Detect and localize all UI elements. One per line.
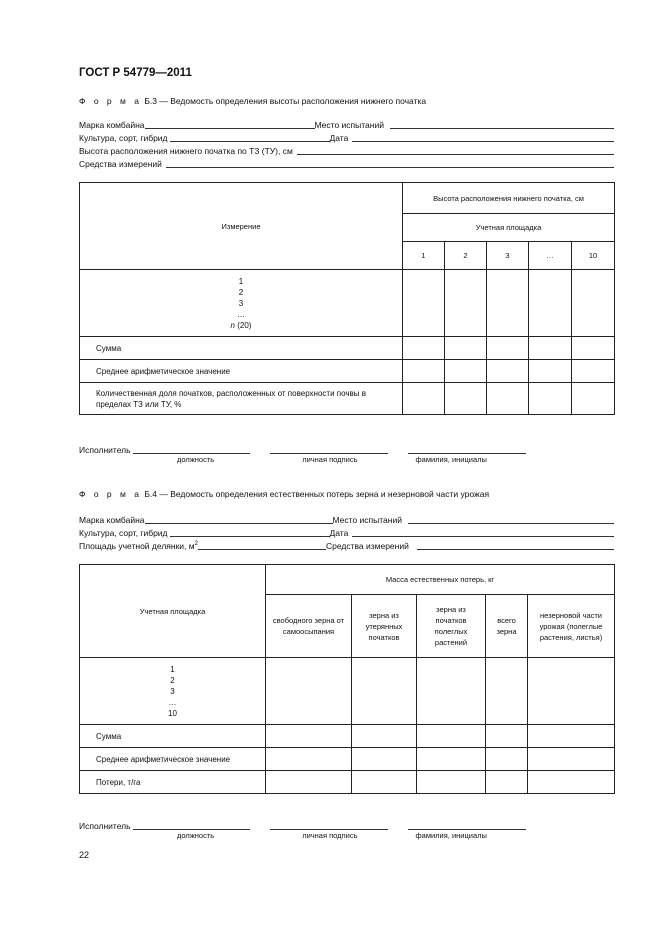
form-b4-signatures	[79, 819, 539, 841]
row-numbers-cell	[80, 270, 403, 337]
measuring-means-blank	[166, 158, 614, 168]
col-header: 3	[487, 242, 529, 270]
test-place-label: Место испытаний	[314, 120, 384, 130]
data-cell[interactable]	[445, 270, 487, 337]
name-blank	[408, 444, 526, 454]
col-header-non-grain: незерновой части урожая (полеглые растения, листья)	[528, 595, 615, 658]
data-cell[interactable]	[266, 771, 352, 794]
measuring-means-label: Средства измерений	[325, 541, 409, 551]
measurement-header: Измерение	[80, 183, 403, 270]
data-cell[interactable]	[266, 748, 352, 771]
data-cell[interactable]	[572, 360, 615, 383]
share-label: Количественная доля початков, расположенных от поверхности почвы в пределах ТЗ или ТУ, %	[80, 383, 403, 415]
date-blank	[352, 527, 614, 537]
data-cell[interactable]	[486, 725, 528, 748]
form-word: Ф о р м а	[79, 489, 142, 499]
losses-group-header: Масса естественных потерь, кг	[266, 565, 615, 595]
form-b3-line-culture	[79, 131, 614, 143]
form-b4-line-culture	[79, 526, 614, 538]
data-cell[interactable]	[486, 658, 528, 725]
plot-area-label	[79, 541, 198, 551]
data-cell[interactable]	[572, 383, 615, 415]
data-cell[interactable]	[445, 337, 487, 360]
combine-brand-blank	[145, 514, 333, 524]
row-number: 2	[238, 287, 244, 297]
col-header-lost-ears: зерна из утерянных початков	[352, 595, 417, 658]
col-header: 10	[572, 242, 615, 270]
data-cell[interactable]	[529, 337, 572, 360]
data-cell[interactable]	[266, 725, 352, 748]
name-caption: фамилия, инициалы	[415, 455, 487, 464]
height-group-header: Высота расположения нижнего початка, см	[403, 183, 615, 214]
row-number: …	[168, 697, 177, 707]
form-b3-line-means	[79, 157, 614, 169]
form-b4-line-combine	[79, 513, 614, 525]
row-number: 1	[170, 664, 175, 674]
data-cell[interactable]	[403, 270, 445, 337]
plot-header: Учетная площадка	[80, 565, 266, 658]
position-caption: должность	[177, 831, 215, 840]
row-number: …	[237, 309, 245, 319]
culture-blank	[170, 527, 330, 537]
signature-caption: личная подпись	[302, 831, 358, 840]
combine-brand-blank	[145, 119, 315, 129]
measuring-means-blank	[417, 540, 614, 550]
date-label: Дата	[329, 133, 349, 143]
row-number-last	[80, 320, 402, 331]
mean-label: Среднее арифметическое значение	[80, 748, 266, 771]
position-blank	[133, 444, 250, 454]
row-number: 2	[170, 675, 175, 685]
form-b3-line-combine	[79, 118, 614, 130]
data-cell[interactable]	[572, 270, 615, 337]
data-cell[interactable]	[445, 360, 487, 383]
signature-blank	[270, 444, 388, 454]
culture-label: Культура, сорт, гибрид	[79, 133, 168, 143]
data-cell[interactable]	[417, 771, 486, 794]
col-header-lodged-plants: зерна из початков полеглых растений	[417, 595, 486, 658]
data-cell[interactable]	[529, 383, 572, 415]
data-cell[interactable]	[528, 771, 615, 794]
data-cell[interactable]	[417, 658, 486, 725]
date-label: Дата	[329, 528, 349, 538]
data-cell[interactable]	[529, 270, 572, 337]
signature-caption: личная подпись	[302, 455, 358, 464]
position-blank	[133, 820, 250, 830]
performer-label: Исполнитель	[79, 821, 131, 831]
form-word: Ф о р м а	[79, 96, 142, 106]
data-cell[interactable]	[486, 771, 528, 794]
data-cell[interactable]	[528, 725, 615, 748]
col-header: 1	[403, 242, 445, 270]
data-cell[interactable]	[352, 725, 417, 748]
plot-area-blank	[198, 540, 326, 550]
mean-label: Среднее арифметическое значение	[80, 360, 403, 383]
data-cell[interactable]	[352, 748, 417, 771]
form-b3-table	[79, 182, 615, 415]
data-cell[interactable]	[528, 658, 615, 725]
data-cell[interactable]	[445, 383, 487, 415]
form-b4-line-area	[79, 539, 614, 551]
performer-label: Исполнитель	[79, 445, 131, 455]
test-place-label: Место испытаний	[332, 515, 402, 525]
plot-area-text: Площадь учетной делянки, м	[79, 541, 195, 551]
plot-subgroup-header: Учетная площадка	[403, 214, 615, 242]
data-cell[interactable]	[403, 383, 445, 415]
form-b3-line-spec	[79, 144, 614, 156]
row-number: 1	[238, 276, 244, 286]
form-b3-signatures	[79, 443, 539, 465]
data-cell[interactable]	[487, 337, 529, 360]
row-n-italic: n	[230, 320, 235, 330]
culture-blank	[170, 132, 330, 142]
form-b3-title-text: Б.3 — Ведомость определения высоты расположения нижнего початка	[144, 96, 427, 106]
name-caption: фамилия, инициалы	[415, 831, 487, 840]
data-cell[interactable]	[486, 748, 528, 771]
combine-brand-label: Марка комбайна	[79, 120, 145, 130]
row-numbers-cell	[80, 658, 266, 725]
document-code: ГОСТ Р 54779—2011	[79, 67, 192, 79]
measuring-means-label: Средства измерений	[79, 159, 162, 169]
name-blank	[408, 820, 526, 830]
form-b4-title	[79, 489, 489, 499]
ear-height-spec-blank	[297, 145, 614, 155]
data-cell[interactable]	[417, 748, 486, 771]
data-cell[interactable]	[572, 337, 615, 360]
data-cell[interactable]	[487, 270, 529, 337]
data-cell[interactable]	[417, 725, 486, 748]
col-header: 2	[445, 242, 487, 270]
page-number: 22	[79, 850, 90, 860]
data-cell[interactable]	[403, 337, 445, 360]
form-b4-title-text: Б.4 — Ведомость определения естественных потерь зерна и незерновой части урожая	[144, 489, 490, 499]
test-place-blank	[408, 514, 614, 524]
culture-label: Культура, сорт, гибрид	[79, 528, 168, 538]
sum-label: Сумма	[80, 725, 266, 748]
data-cell[interactable]	[403, 360, 445, 383]
data-cell[interactable]	[529, 360, 572, 383]
row-number: 10	[168, 708, 177, 718]
form-b4-table	[79, 564, 615, 794]
data-cell[interactable]	[487, 383, 529, 415]
row-number: 3	[238, 298, 244, 308]
col-header-total-grain: всего зерна	[486, 595, 528, 658]
combine-brand-label: Марка комбайна	[79, 515, 145, 525]
data-cell[interactable]	[528, 748, 615, 771]
data-cell[interactable]	[266, 658, 352, 725]
losses-label: Потери, т/га	[80, 771, 266, 794]
row-n-rest: (20)	[235, 320, 252, 330]
data-cell[interactable]	[487, 360, 529, 383]
col-header-free-grain: свободного зерна от самоосыпания	[266, 595, 352, 658]
col-header: …	[529, 242, 572, 270]
row-number: 3	[170, 686, 175, 696]
test-place-blank	[390, 119, 614, 129]
sum-label: Сумма	[80, 337, 403, 360]
date-blank	[352, 132, 614, 142]
data-cell[interactable]	[352, 658, 417, 725]
form-b3-title	[79, 96, 426, 106]
data-cell[interactable]	[352, 771, 417, 794]
position-caption: должность	[177, 455, 215, 464]
signature-blank	[270, 820, 388, 830]
plot-area-sup: 2	[194, 541, 198, 548]
ear-height-spec-label: Высота расположения нижнего початка по ТЗ (ТУ), см	[79, 146, 293, 156]
